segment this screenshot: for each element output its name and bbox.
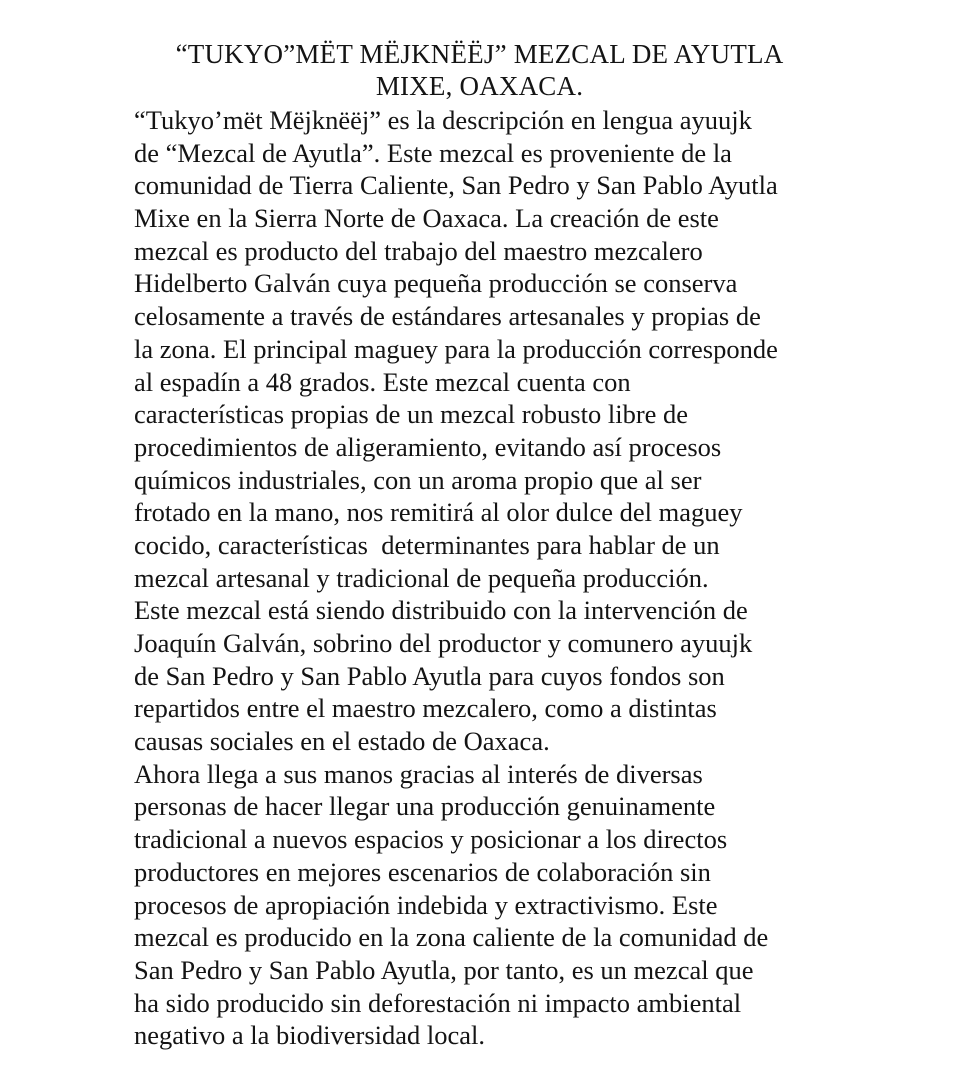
body-line: Joaquín Galván, sobrino del productor y comunero ayuujk [134, 628, 753, 658]
body-line: de San Pedro y San Pablo Ayutla para cuyos fondos son [134, 660, 725, 691]
document-body [134, 104, 854, 1052]
body-line: mezcal artesanal y tradicional de pequeña producción. [134, 562, 709, 593]
body-line: procesos de apropiación indebida y extractivismo. Este [134, 889, 718, 920]
body-line: tradicional a nuevos espacios y posicionar a los directos [134, 824, 728, 855]
title-line: MIXE, OAXACA. [375, 71, 584, 101]
body-line: Ahora llega a sus manos gracias al interés de diversas [134, 758, 703, 789]
body-line: la zona. El principal maguey para la producción corresponde [134, 333, 778, 364]
body-line: de “Mezcal de Ayutla”. Este mezcal es proveniente de la [134, 137, 732, 168]
title-line: “TUKYO”MËT MËJKNËËJ” MEZCAL DE AYUTLA [175, 39, 784, 69]
body-line: características propias de un mezcal robusto libre de [134, 399, 689, 430]
body-line: frotado en la mano, nos remitirá al olor dulce del maguey [134, 497, 743, 528]
body-line: mezcal es producto del trabajo del maestro mezcalero [134, 235, 703, 266]
body-line: San Pedro y San Pablo Ayutla, por tanto, es un mezcal que [134, 954, 754, 985]
body-line: Este mezcal está siendo distribuido con la intervención de [134, 595, 748, 626]
document-title [0, 38, 959, 102]
body-line: celosamente a través de estándares artesanales y propias de [134, 301, 761, 332]
body-line: mezcal es producido en la zona caliente de la comunidad de [134, 922, 769, 953]
body-line: ha sido producido sin deforestación ni impacto ambiental [134, 987, 742, 1018]
body-line: cocido, características determinantes para hablar de un [134, 529, 720, 560]
body-line: productores en mejores escenarios de colaboración sin [134, 856, 711, 887]
body-line: negativo a la biodiversidad local. [134, 1020, 486, 1051]
body-line: procedimientos de aligeramiento, evitando así procesos [134, 431, 722, 462]
body-line: Hidelberto Galván cuya pequeña producción se conserva [134, 268, 738, 299]
body-line: personas de hacer llegar una producción genuinamente [134, 791, 716, 822]
body-line: causas sociales en el estado de Oaxaca. [134, 726, 550, 757]
body-line: repartidos entre el maestro mezcalero, como a distintas [134, 693, 717, 724]
body-line: “Tukyo’mët Mëjknëëj” es la descripción en lengua ayuujk [134, 105, 752, 135]
body-line: al espadín a 48 grados. Este mezcal cuenta con [134, 366, 631, 397]
body-line: químicos industriales, con un aroma propio que al ser [134, 464, 702, 495]
body-line: Mixe en la Sierra Norte de Oaxaca. La creación de este [134, 203, 719, 234]
body-line: comunidad de Tierra Caliente, San Pedro y San Pablo Ayutla [134, 170, 778, 201]
